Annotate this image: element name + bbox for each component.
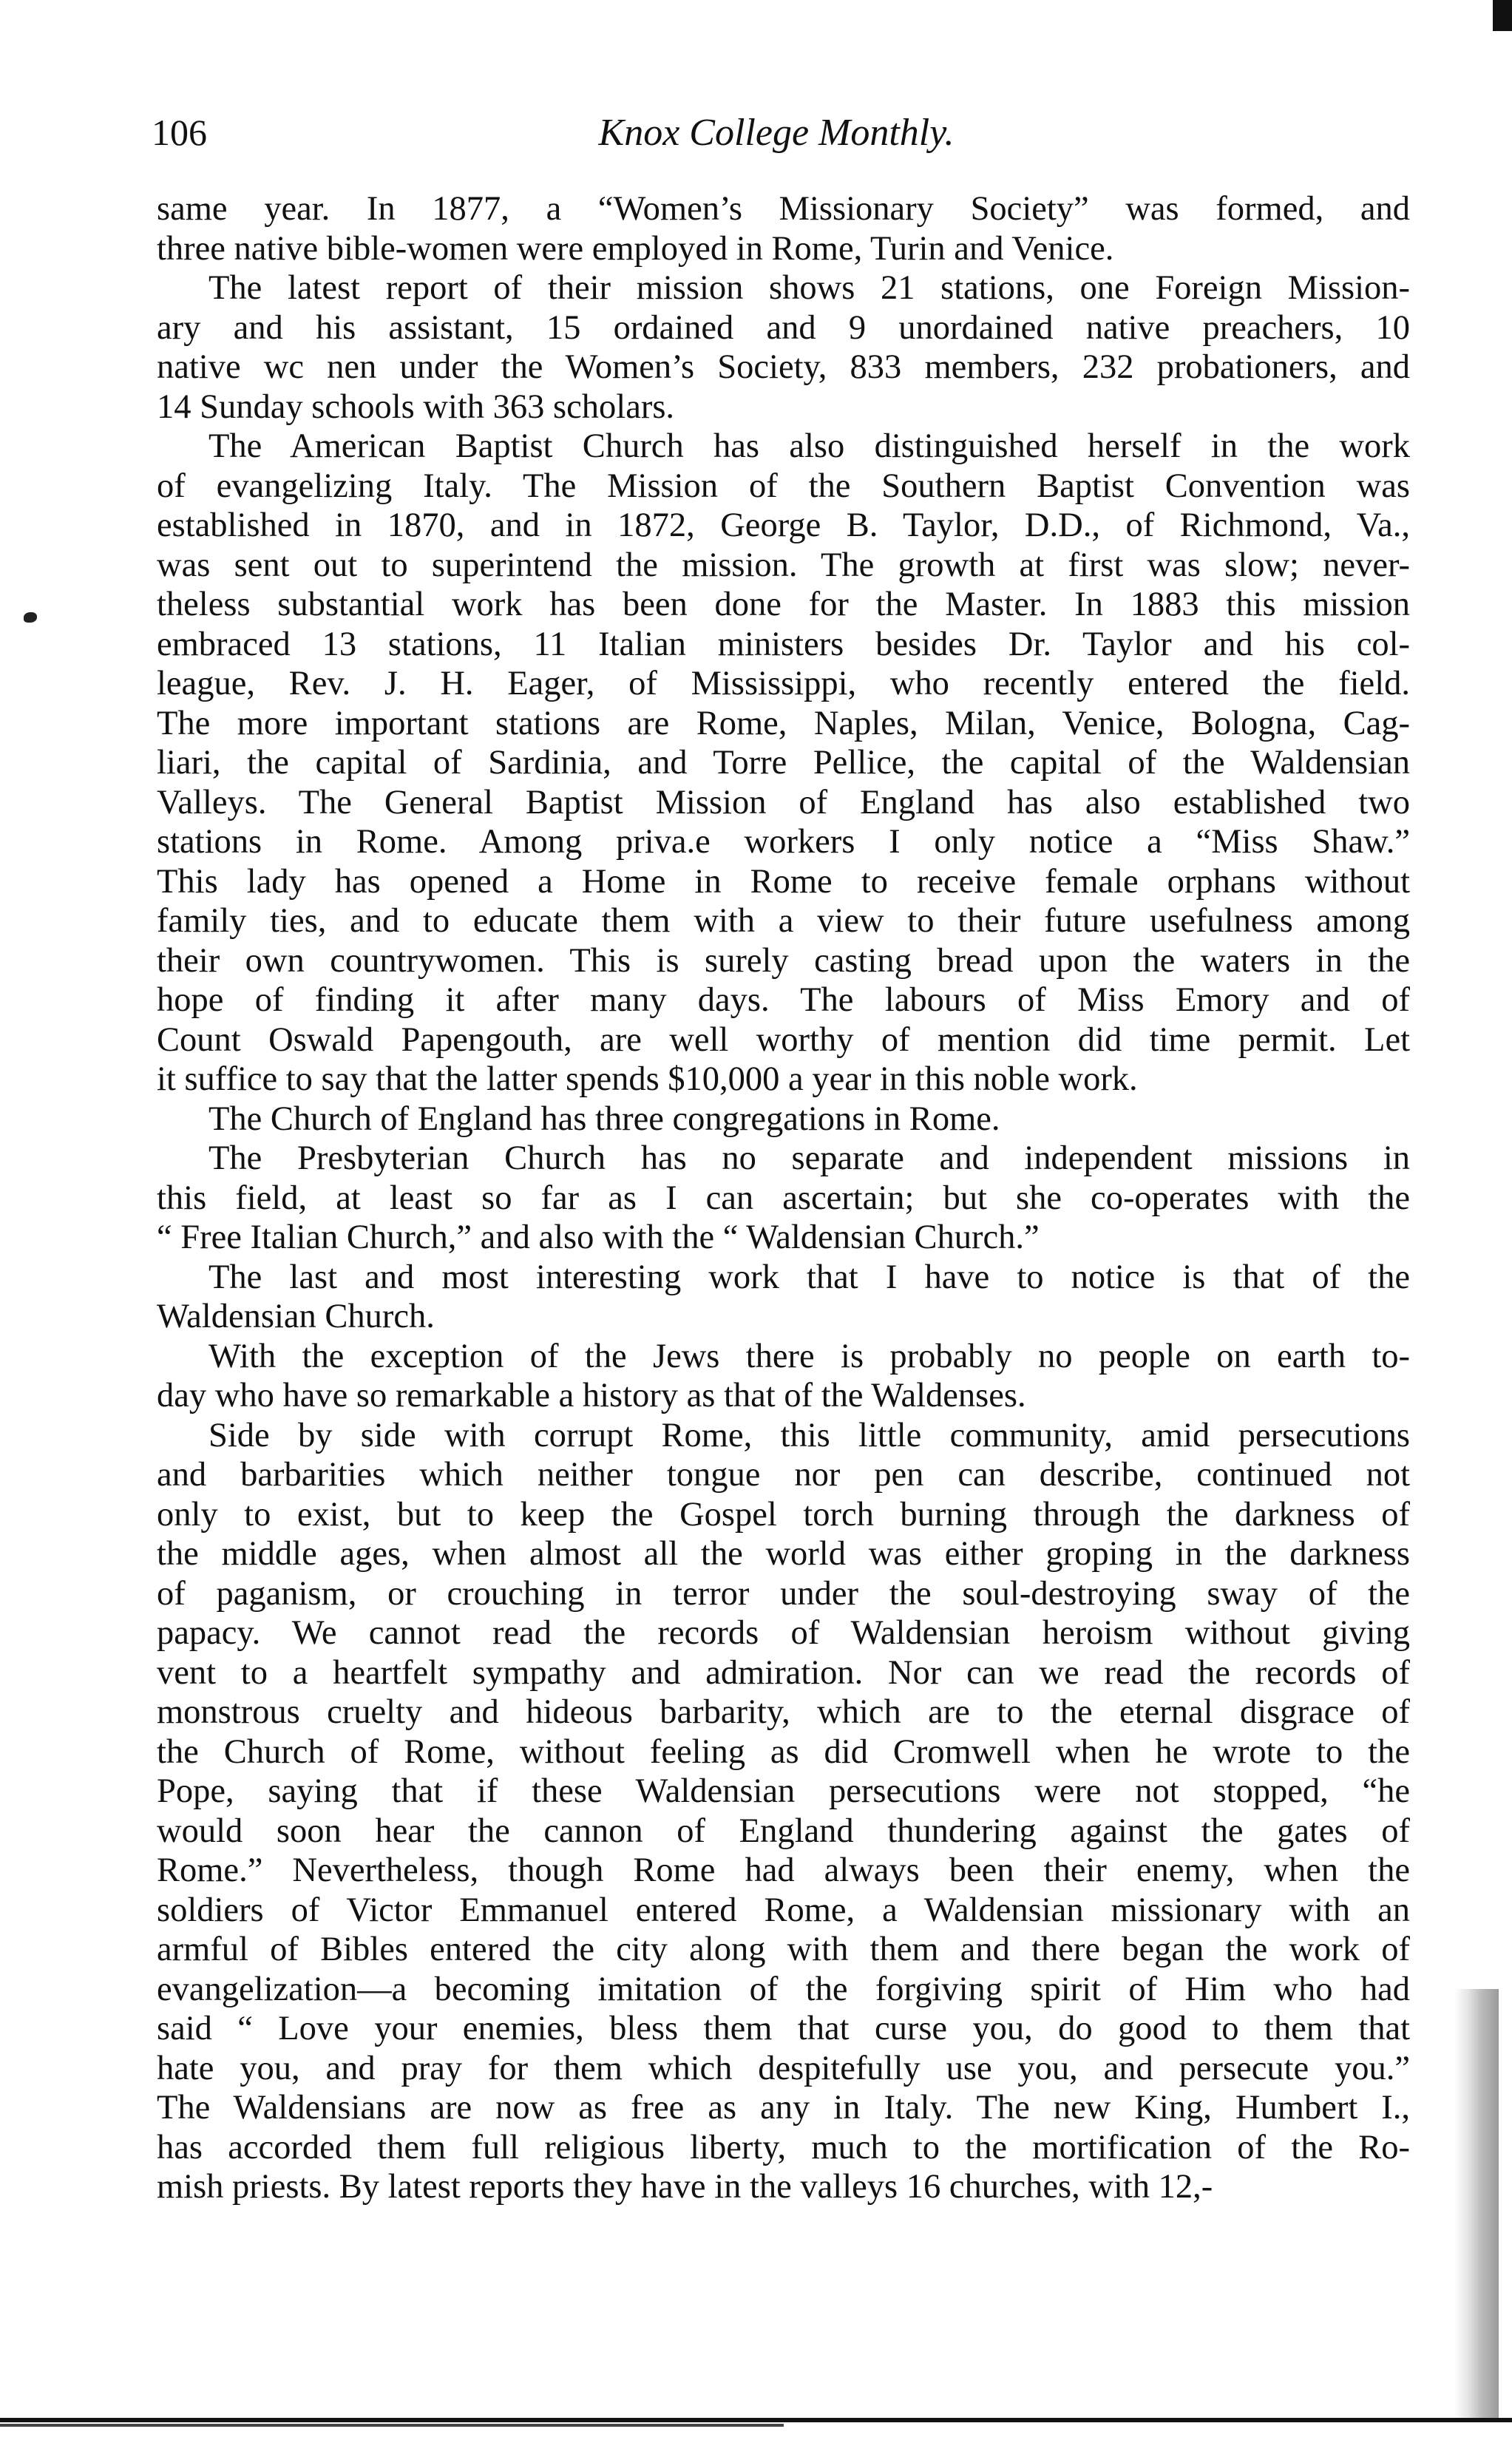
text-line: family ties, and to educate them with a view to their future usefulness among (157, 902, 1410, 940)
text-line: mish priests. By latest reports they have in the valleys 16 churches, with 12,- (157, 2168, 1213, 2206)
text-line: said “ Love your enemies, bless them that curse you, do good to them that (157, 2010, 1410, 2047)
page-header (152, 111, 1401, 163)
text-line: hate you, and pray for them which despitefully use you, and persecute you.” (157, 2049, 1410, 2087)
text-line: armful of Bibles entered the city along with them and there began the work of (157, 1931, 1410, 1968)
text-line: would soon hear the cannon of England thundering against the gates of (157, 1812, 1410, 1850)
page-edge-shadow (1454, 1989, 1499, 2422)
text-line: native wc nen under the Women’s Society, 833 members, 232 probationers, and (157, 348, 1410, 386)
text-line: Rome.” Nevertheless, though Rome had always been their enemy, when the (157, 1851, 1410, 1889)
text-line: league, Rev. J. H. Eager, of Mississippi, who recently entered the field. (157, 665, 1410, 702)
text-line: established in 1870, and in 1872, George B. Taylor, D.D., of Richmond, Va., (157, 506, 1410, 544)
text-line: The last and most interesting work that I have to notice is that of the (209, 1258, 1410, 1296)
page-edge-mark (1493, 0, 1512, 31)
text-line: ary and his assistant, 15 ordained and 9 unordained native preachers, 10 (157, 308, 1410, 347)
text-line: of paganism, or crouching in terror under the soul-destroying sway of the (157, 1574, 1410, 1613)
text-line: Count Oswald Papengouth, are well worthy of mention did time permit. Let (157, 1020, 1410, 1059)
text-line: The American Baptist Church has also distinguished herself in the work (209, 427, 1410, 465)
text-line: 14 Sunday schools with 363 scholars. (157, 387, 675, 426)
text-line: hope of finding it after many days. The labours of Miss Emory and of (157, 981, 1410, 1019)
text-line: and barbarities which neither tongue nor pen can describe, continued not (157, 1456, 1410, 1494)
body-text (157, 189, 1410, 2207)
text-line: Side by side with corrupt Rome, this little community, amid persecutions (209, 1416, 1410, 1454)
text-line: day who have so remarkable a history as that of the Waldenses. (157, 1377, 1026, 1414)
text-line: the middle ages, when almost all the world was either groping in the darkness (157, 1535, 1410, 1573)
text-line: Waldensian Church. (157, 1298, 435, 1335)
text-line: The Church of England has three congregations in Rome. (209, 1099, 1000, 1138)
text-line: theless substantial work has been done for the Master. In 1883 this mission (157, 586, 1410, 623)
text-line: same year. In 1877, a “Women’s Missionary Society” was formed, and (157, 190, 1410, 228)
text-line: With the exception of the Jews there is probably no people on earth to- (209, 1337, 1410, 1375)
text-line: only to exist, but to keep the Gospel torch burning through the darkness of (157, 1495, 1410, 1534)
text-line: The Waldensians are now as free as any in Italy. The new King, Humbert I., (157, 2089, 1410, 2127)
text-line: of evangelizing Italy. The Mission of the Southern Baptist Convention was (157, 467, 1410, 505)
text-line: “ Free Italian Church,” and also with the “ Waldensian Church.” (157, 1219, 1040, 1256)
text-line: vent to a heartfelt sympathy and admiration. Nor can we read the records of (157, 1653, 1410, 1692)
text-line: has accorded them full religious liberty, much to the mortification of the Ro- (157, 2128, 1410, 2166)
text-line: three native bible-women were employed in Rome, Turin and Venice. (157, 229, 1114, 268)
text-line: liari, the capital of Sardinia, and Torre Pellice, the capital of the Waldensian (157, 744, 1410, 782)
page-number: 106 (152, 112, 207, 153)
text-line: The more important stations are Rome, Naples, Milan, Venice, Bologna, Cag- (157, 704, 1410, 742)
text-line: was sent out to superintend the mission. The growth at first was slow; never- (157, 546, 1410, 584)
text-line: papacy. We cannot read the records of Waldensian heroism without giving (157, 1614, 1410, 1652)
margin-ink-mark (24, 612, 37, 623)
text-line: the Church of Rome, without feeling as did Cromwell when he wrote to the (157, 1732, 1410, 1771)
running-head: Knox College Monthly. (598, 112, 955, 154)
text-line: embraced 13 stations, 11 Italian ministers besides Dr. Taylor and his col- (157, 625, 1410, 663)
text-line: soldiers of Victor Emmanuel entered Rome, a Waldensian missionary with an (157, 1891, 1410, 1929)
text-line: Pope, saying that if these Waldensian persecutions were not stopped, “he (157, 1772, 1410, 1810)
text-line: this field, at least so far as I can ascertain; but she co-operates with the (157, 1179, 1410, 1217)
text-line: it suffice to say that the latter spends $10,000 a year in this noble work. (157, 1060, 1138, 1098)
text-line: their own countrywomen. This is surely casting bread upon the waters in the (157, 941, 1410, 980)
bottom-edge-rule (0, 2418, 1512, 2433)
text-line: stations in Rome. Among priva.e workers I only notice a “Miss Shaw.” (157, 823, 1410, 861)
text-line: Valleys. The General Baptist Mission of England has also established two (157, 783, 1410, 821)
text-line: evangelization—a becoming imitation of the forgiving spirit of Him who had (157, 1970, 1410, 2008)
text-line: The Presbyterian Church has no separate and independent missions in (209, 1139, 1410, 1177)
text-line: The latest report of their mission shows 21 stations, one Foreign Mission- (209, 269, 1410, 307)
text-line: monstrous cruelty and hideous barbarity, which are to the eternal disgrace of (157, 1693, 1410, 1731)
text-line: This lady has opened a Home in Rome to receive female orphans without (157, 862, 1410, 901)
